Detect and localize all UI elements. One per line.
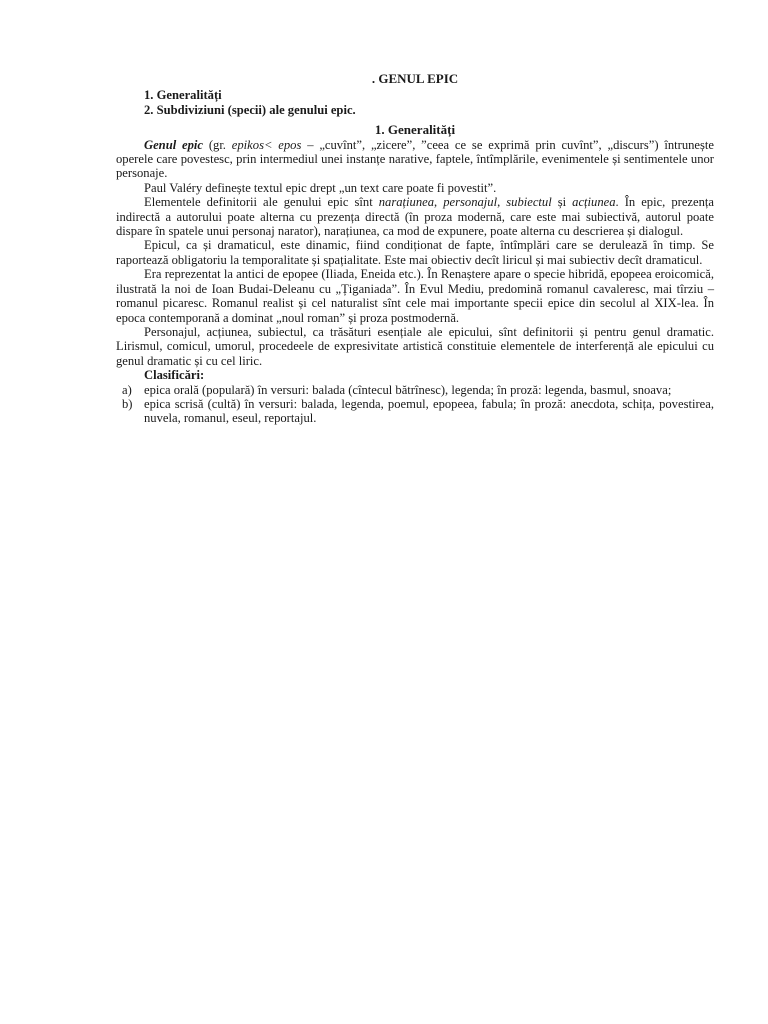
term-subiectul: subiectul xyxy=(506,195,552,210)
paragraph-text: Elementele definitorii ale genului epic sînt xyxy=(144,195,379,210)
separator: , xyxy=(434,195,444,210)
classification-list xyxy=(116,383,714,426)
table-of-contents xyxy=(116,88,714,117)
list-item-text: epica scrisă (cultă) în versuri: balada, legenda, poemul, epopeea, fabula; în proză: anecdota, schița, povestirea, nuvela, romanul, eseul, reportajul. xyxy=(144,396,714,426)
list-marker: a) xyxy=(122,382,132,397)
classification-label: Clasificări: xyxy=(144,368,205,383)
paragraph-elements xyxy=(116,195,714,238)
separator: , xyxy=(497,195,507,210)
term-naratiunea: narațiunea xyxy=(378,195,435,210)
document-body xyxy=(116,72,714,426)
etymology-text: epikos< epos xyxy=(231,137,302,152)
list-item-text: epica orală (populară) în versuri: balada (cîntecul bătrînesc), legenda; în proză: legenda, basmul, snoava; xyxy=(144,382,672,397)
term-genul-epic: Genul epic xyxy=(144,137,203,152)
paragraph-definition xyxy=(116,138,714,181)
document-title: . GENUL EPIC xyxy=(371,71,459,86)
term-actiunea: acțiunea xyxy=(572,195,616,210)
paragraph-valery: Paul Valéry definește textul epic drept „un text care poate fi povestit”. xyxy=(144,180,497,195)
list-marker: b) xyxy=(122,396,133,411)
paragraph-text: – „cuvînt”, „zicere”, ”ceea ce se exprimă prin cuvînt”, „discurs”) întrunește operele care povestesc, prin intermediul unei instanțe narative, faptele, întîmplările, evenimentele și sentimentele unor personaje. xyxy=(116,137,715,181)
separator: și xyxy=(551,195,573,210)
paragraph-text: . În epic, prezența indirectă a autorului poate alterna cu prezența directă (în proza modernă, care este mai subiectivă, autorul poate dispare în spatele unui personaj narator), narațiunea, ca mod de expunere, poate alterna cu descrierea și dialogul. xyxy=(116,195,714,239)
toc-item: 2. Subdiviziuni (specii) ale genului epic. xyxy=(144,102,356,117)
list-item xyxy=(116,397,714,426)
paragraph-interference: Personajul, acțiunea, subiectul, ca trăsături esențiale ale epicului, sînt definitorii și pentru genul dramatic. Lirismul, comicul, umorul, procedeele de expresivitate artistică constituie elementele de interferență ale epicului cu genul dramatic și cu cel liric. xyxy=(116,324,714,368)
toc-item: 1. Generalități xyxy=(144,88,222,103)
paragraph-history: Era reprezentat la antici de epopee (Iliada, Eneida etc.). În Renaștere apare o specie hibridă, epopeea eroicomică, ilustrată la noi de Ioan Budai-Deleanu cu „Țiganiada”. În Evul Mediu, predomină romanul cavaleresc, mai tîrziu – romanul picaresc. Romanul realist și cel naturalist sînt cele mai importante specii epice din secolul al XIX-lea. În epoca contemporană a dominat „noul roman” și proza postmodernă. xyxy=(116,267,714,325)
section-heading: 1. Generalități xyxy=(374,122,456,138)
paragraph-dynamics: Epicul, ca și dramaticul, este dinamic, fiind condiționat de fapte, întîmplări care se derulează în timp. Se raportează obligatoriu la temporalitate și spațialitate. Este mai obiectiv decît liricul și mai subiectiv decît dramaticul. xyxy=(116,238,714,267)
paragraph-text: (gr. xyxy=(203,137,232,152)
list-item xyxy=(116,383,714,397)
term-personajul: personajul xyxy=(443,195,498,210)
